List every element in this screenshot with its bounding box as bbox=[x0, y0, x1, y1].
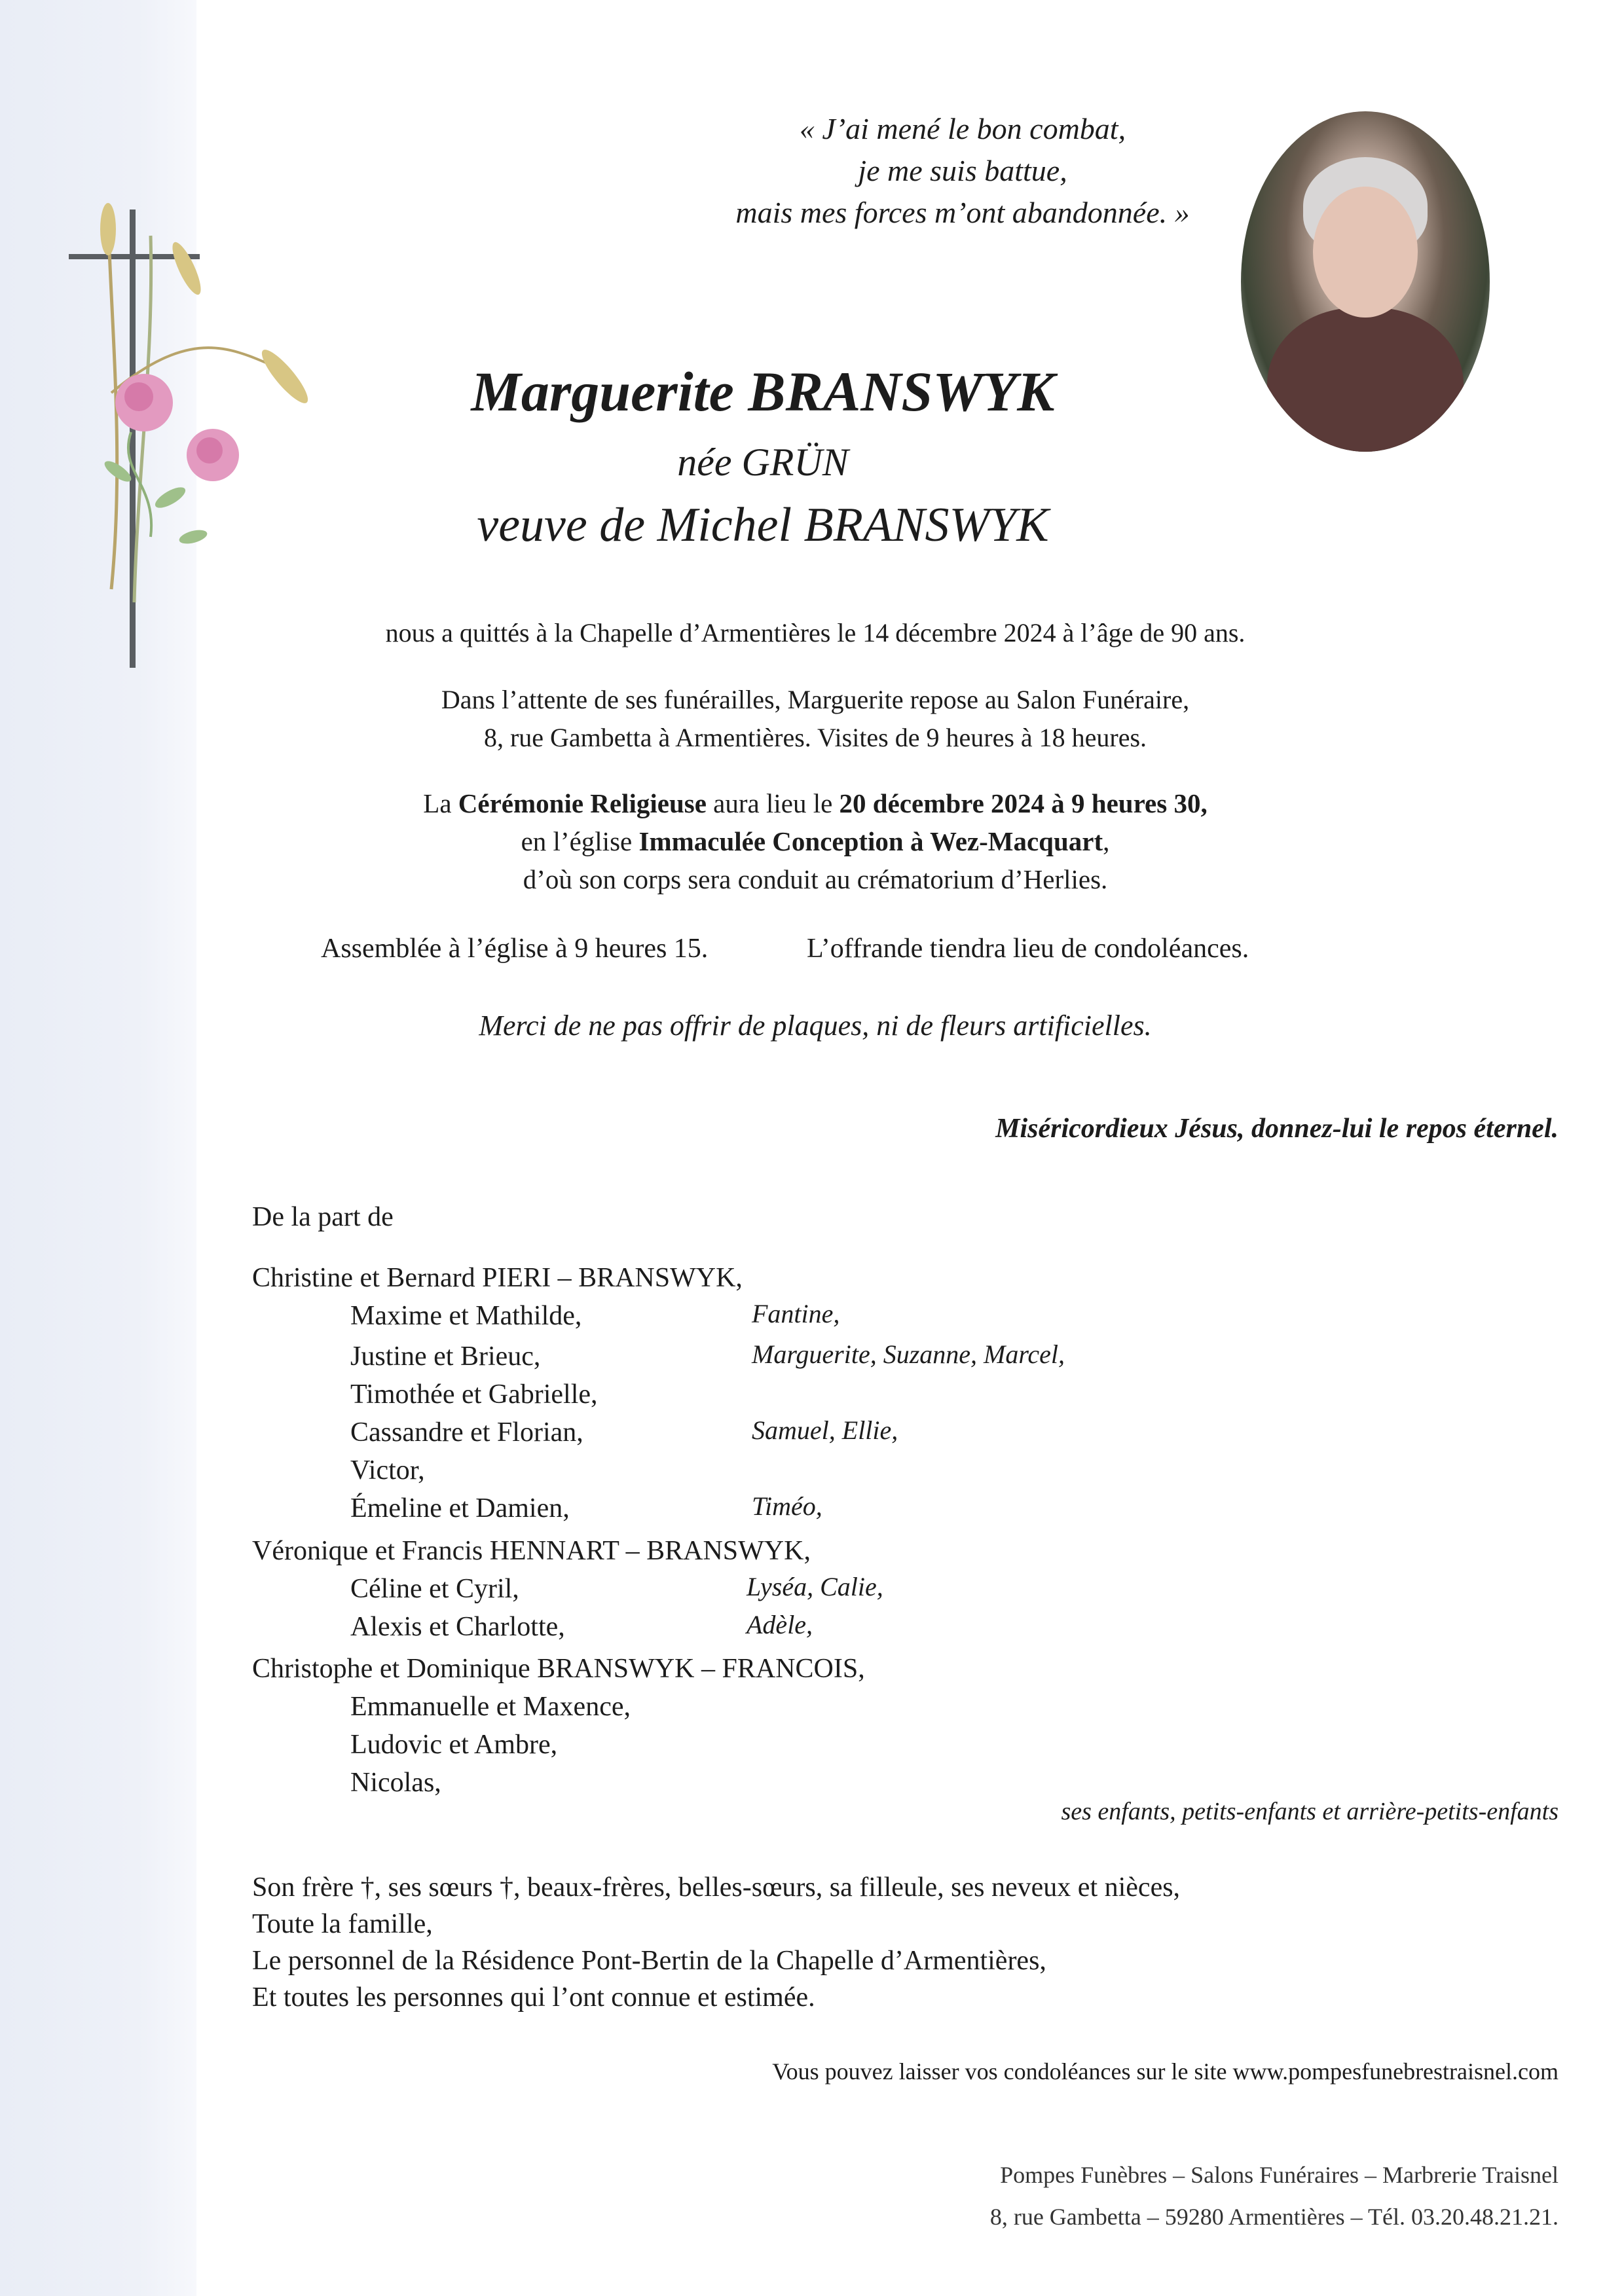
leaf-icon bbox=[152, 483, 188, 511]
grandchildren: Timéo, bbox=[752, 1491, 822, 1521]
epigraph-quote bbox=[688, 108, 1238, 234]
cross-flower-illustration bbox=[59, 196, 334, 681]
family-member: Émeline et Damien, bbox=[350, 1493, 570, 1523]
maiden-name: née GRÜN bbox=[677, 441, 849, 484]
family-member: Timothée et Gabrielle, bbox=[350, 1379, 598, 1410]
repose-paragraph bbox=[275, 681, 1356, 757]
quote-line: « J’ai mené le bon combat, bbox=[799, 112, 1126, 145]
relatives-line: Le personnel de la Résidence Pont-Bertin de la Chapelle d’Armentières, bbox=[252, 1946, 1046, 1976]
relatives-line: Son frère †, ses sœurs †, beaux-frères, belles-sœurs, sa filleule, ses neveux et nièces, bbox=[252, 1872, 1181, 1903]
family-member: Cassandre et Florian, bbox=[350, 1417, 583, 1448]
family-member: Nicolas, bbox=[350, 1768, 441, 1798]
offering-note: L’offrande tiendra lieu de condoléances. bbox=[807, 934, 1249, 964]
grandchildren: Lyséa, Calie, bbox=[747, 1572, 883, 1601]
family-member: Emmanuelle et Maxence, bbox=[350, 1692, 631, 1722]
family-member: Maxime et Mathilde, bbox=[350, 1301, 582, 1331]
prayer-line: Miséricordieux Jésus, donnez-lui le repos éternel. bbox=[995, 1114, 1559, 1144]
death-announcement: nous a quittés à la Chapelle d’Armentières le 14 décembre 2024 à l’âge de 90 ans. bbox=[385, 618, 1246, 647]
wheat-ear-icon bbox=[100, 203, 116, 255]
repose-line: 8, rue Gambetta à Armentières. Visites de 9 heures à 18 heures. bbox=[483, 723, 1147, 752]
assembly-note: Assemblée à l’église à 9 heures 15. bbox=[321, 934, 709, 964]
ceremony-line-3: d’où son corps sera conduit au crématorium d’Herlies. bbox=[523, 864, 1108, 894]
footer-line: 8, rue Gambetta – 59280 Armentières – Tél. 03.20.48.21.21. bbox=[989, 2204, 1559, 2230]
family-member: Céline et Cyril, bbox=[350, 1574, 519, 1604]
de-la-part: De la part de bbox=[252, 1202, 394, 1232]
leaf-icon bbox=[177, 528, 208, 547]
deceased-name: Marguerite BRANSWYK bbox=[471, 360, 1055, 423]
family-member: Justine et Brieuc, bbox=[350, 1341, 541, 1372]
quote-line: je me suis battue, bbox=[858, 154, 1067, 187]
quote-line: mais mes forces m’ont abandonnée. » bbox=[735, 196, 1190, 229]
children-caption: ses enfants, petits-enfants et arrière-petits-enfants bbox=[1061, 1798, 1559, 1825]
family-head: Christophe et Dominique BRANSWYK – FRANCOIS, bbox=[252, 1654, 865, 1684]
other-relatives bbox=[252, 1869, 1180, 2016]
ceremony-line-2: en l’église Immaculée Conception à Wez-Macquart, bbox=[521, 826, 1110, 856]
funeral-home-footer bbox=[990, 2154, 1559, 2238]
family-member: Alexis et Charlotte, bbox=[350, 1612, 565, 1642]
grandchildren: Marguerite, Suzanne, Marcel, bbox=[752, 1339, 1065, 1369]
family-head: Véronique et Francis HENNART – BRANSWYK, bbox=[252, 1536, 811, 1566]
portrait-photo bbox=[1241, 111, 1490, 452]
widow-of: veuve de Michel BRANSWYK bbox=[477, 498, 1049, 552]
relatives-line: Toute la famille, bbox=[252, 1909, 433, 1939]
grandchildren: Samuel, Ellie, bbox=[752, 1415, 898, 1445]
family-member: Victor, bbox=[350, 1455, 425, 1485]
family-head: Christine et Bernard PIERI – BRANSWYK, bbox=[252, 1263, 743, 1293]
wheat-ear-icon bbox=[168, 239, 206, 298]
repose-line: Dans l’attente de ses funérailles, Marguerite repose au Salon Funéraire, bbox=[441, 685, 1190, 714]
grandchildren: Adèle, bbox=[747, 1610, 813, 1639]
condolences-note: Vous pouvez laisser vos condoléances sur le site www.pompesfunebrestraisnel.com bbox=[772, 2058, 1559, 2085]
ceremony-paragraph bbox=[275, 784, 1356, 898]
grandchildren: Fantine, bbox=[752, 1299, 840, 1328]
relatives-line: Et toutes les personnes qui l’ont connue et estimée. bbox=[252, 1982, 815, 2013]
wheat-ear-icon bbox=[256, 344, 314, 409]
footer-line: Pompes Funèbres – Salons Funéraires – Marbrerie Traisnel bbox=[1000, 2162, 1559, 2188]
family-member: Ludovic et Ambre, bbox=[350, 1730, 558, 1760]
ceremony-line-1: La Cérémonie Religieuse aura lieu le 20 décembre 2024 à 9 heures 30, bbox=[423, 788, 1208, 818]
flowers-note: Merci de ne pas offrir de plaques, ni de fleurs artificielles. bbox=[479, 1010, 1152, 1042]
